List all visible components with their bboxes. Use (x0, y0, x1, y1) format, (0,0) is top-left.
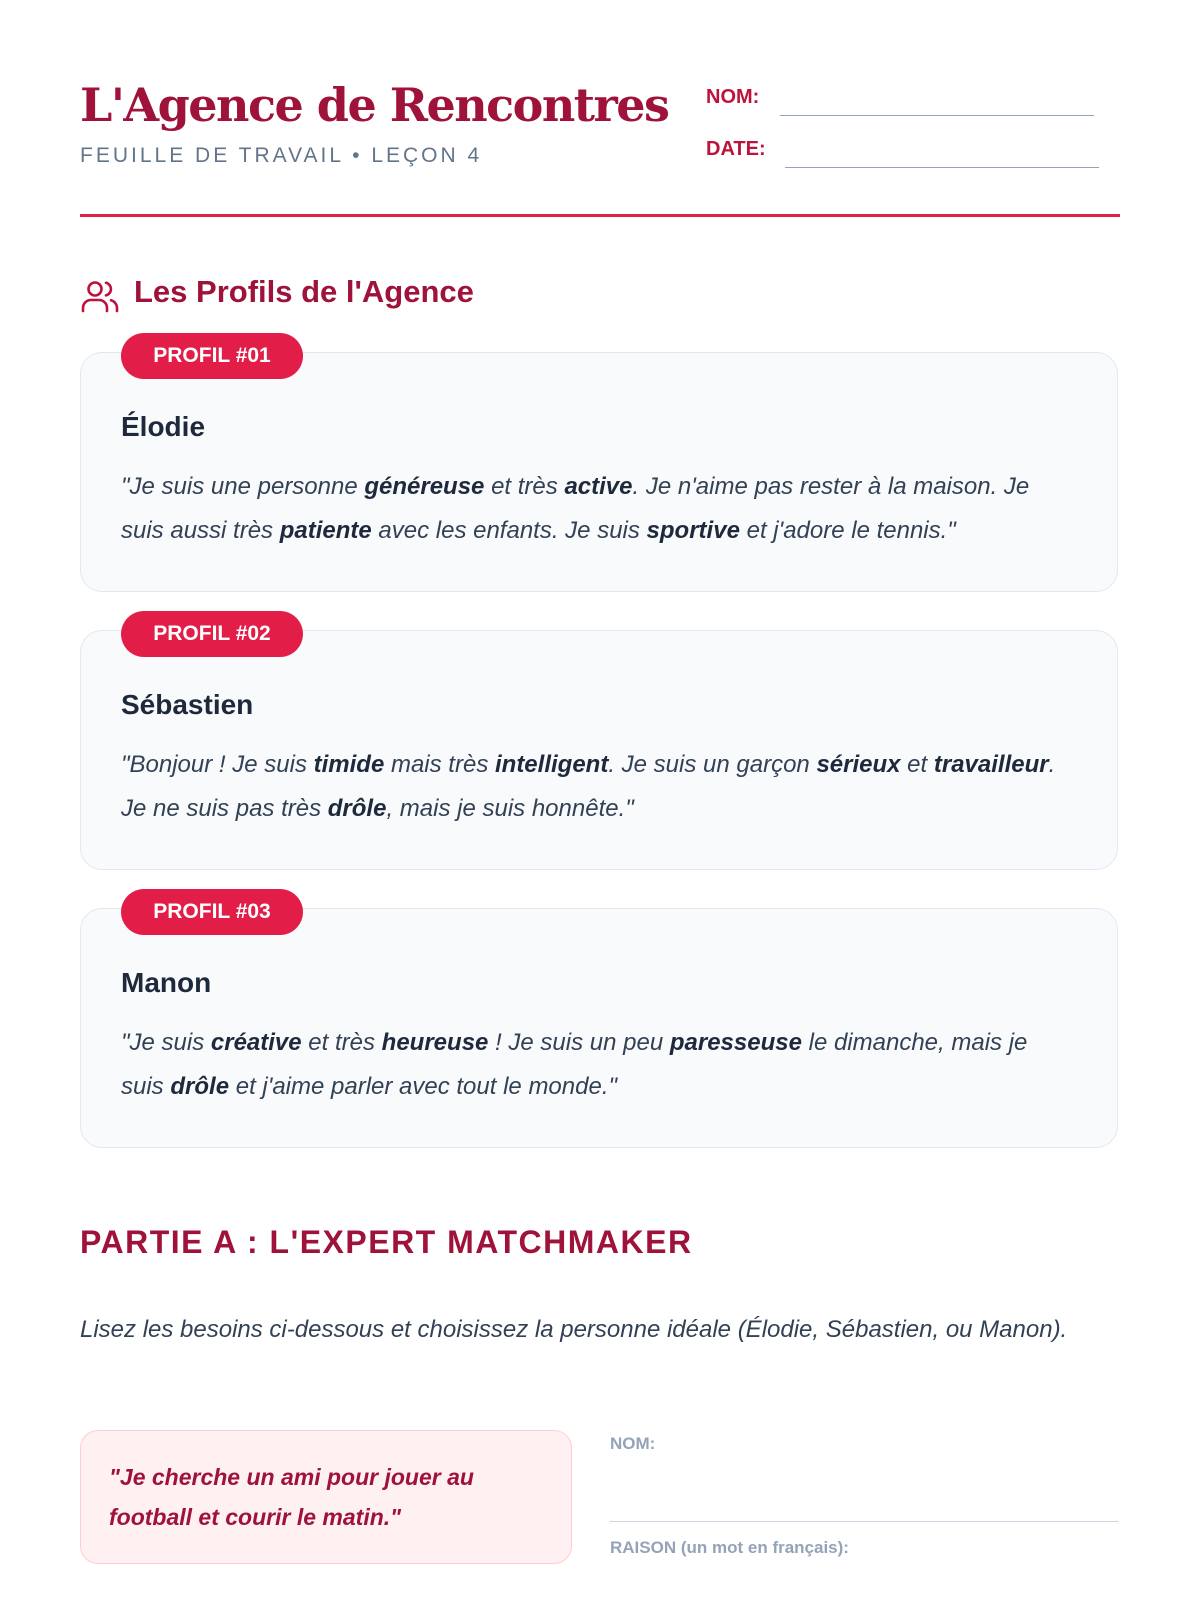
quote-text: . Je n'aime pas rester à la maison. Je suis aussi très (121, 473, 1030, 544)
quote-text: le dimanche, mais je suis (121, 1029, 1028, 1100)
quote-text: et (900, 751, 934, 778)
date-field-label: DATE: (706, 138, 766, 160)
quote-text: mais très (384, 751, 495, 778)
worksheet-title: L'Agence de Rencontres (80, 78, 669, 132)
quote-text: "Je suis une personne (121, 473, 365, 500)
header-divider (80, 214, 1120, 217)
quote-text: et j'adore le tennis." (739, 517, 956, 544)
answer-reason-label: RAISON (un mot en français): (610, 1538, 849, 1557)
name-field-label: NOM: (706, 86, 760, 108)
profile-quote (121, 743, 1071, 831)
date-field-line[interactable] (785, 167, 1099, 168)
worksheet-subtitle: FEUILLE DE TRAVAIL • LEÇON 4 (80, 144, 483, 167)
answer-name-label: NOM: (610, 1434, 656, 1453)
profile-badge: PROFIL #02 (121, 611, 303, 657)
name-field-line[interactable] (780, 115, 1094, 116)
need-card (80, 1430, 572, 1564)
keyword-adjective: drôle (327, 795, 387, 822)
part-a-title: PARTIE A : L'EXPERT MATCHMAKER (80, 1224, 693, 1260)
profiles-section-title: Les Profils de l'Agence (134, 274, 474, 309)
keyword-adjective: heureuse (381, 1029, 489, 1056)
profile-name: Manon (121, 967, 212, 998)
profile-quote (121, 1021, 1071, 1109)
keyword-adjective: sportive (646, 517, 740, 544)
quote-text: avec les enfants. Je suis (371, 517, 647, 544)
quote-text: "Je suis (121, 1029, 211, 1056)
quote-text: . Je suis un garçon (608, 751, 817, 778)
keyword-adjective: généreuse (364, 473, 485, 500)
quote-text: et très (301, 1029, 382, 1056)
keyword-adjective: timide (313, 751, 385, 778)
keyword-adjective: intelligent (494, 751, 609, 778)
answer-name-line[interactable] (610, 1521, 1118, 1522)
keyword-adjective: patiente (279, 517, 372, 544)
keyword-adjective: travailleur (933, 751, 1049, 778)
profile-name: Élodie (121, 411, 206, 442)
keyword-adjective: paresseuse (669, 1029, 802, 1056)
profile-quote (121, 465, 1071, 553)
profile-name: Sébastien (121, 689, 254, 720)
keyword-adjective: créative (210, 1029, 302, 1056)
profile-card (80, 622, 1118, 870)
quote-text: . Je ne suis pas très (121, 751, 1056, 822)
profile-badge: PROFIL #01 (121, 333, 303, 379)
quote-text: et très (484, 473, 565, 500)
keyword-adjective: active (564, 473, 633, 500)
need-quote: "Je cherche un ami pour jouer au football et courir le matin." (109, 1464, 474, 1530)
quote-text: ! Je suis un peu (488, 1029, 670, 1056)
quote-text: et j'aime parler avec tout le monde." (229, 1073, 618, 1100)
profile-badge: PROFIL #03 (121, 889, 303, 935)
profile-card (80, 344, 1118, 592)
quote-text: , mais je suis honnête." (386, 795, 634, 822)
keyword-adjective: drôle (170, 1073, 230, 1100)
quote-text: "Bonjour ! Je suis (121, 751, 314, 778)
users-icon (80, 276, 120, 316)
profile-card (80, 900, 1118, 1148)
keyword-adjective: sérieux (816, 751, 901, 778)
worksheet-page (80, 0, 1120, 1600)
part-a-instructions: Lisez les besoins ci-dessous et choisissez la personne idéale (Élodie, Sébastien, ou Manon). (80, 1316, 1068, 1343)
